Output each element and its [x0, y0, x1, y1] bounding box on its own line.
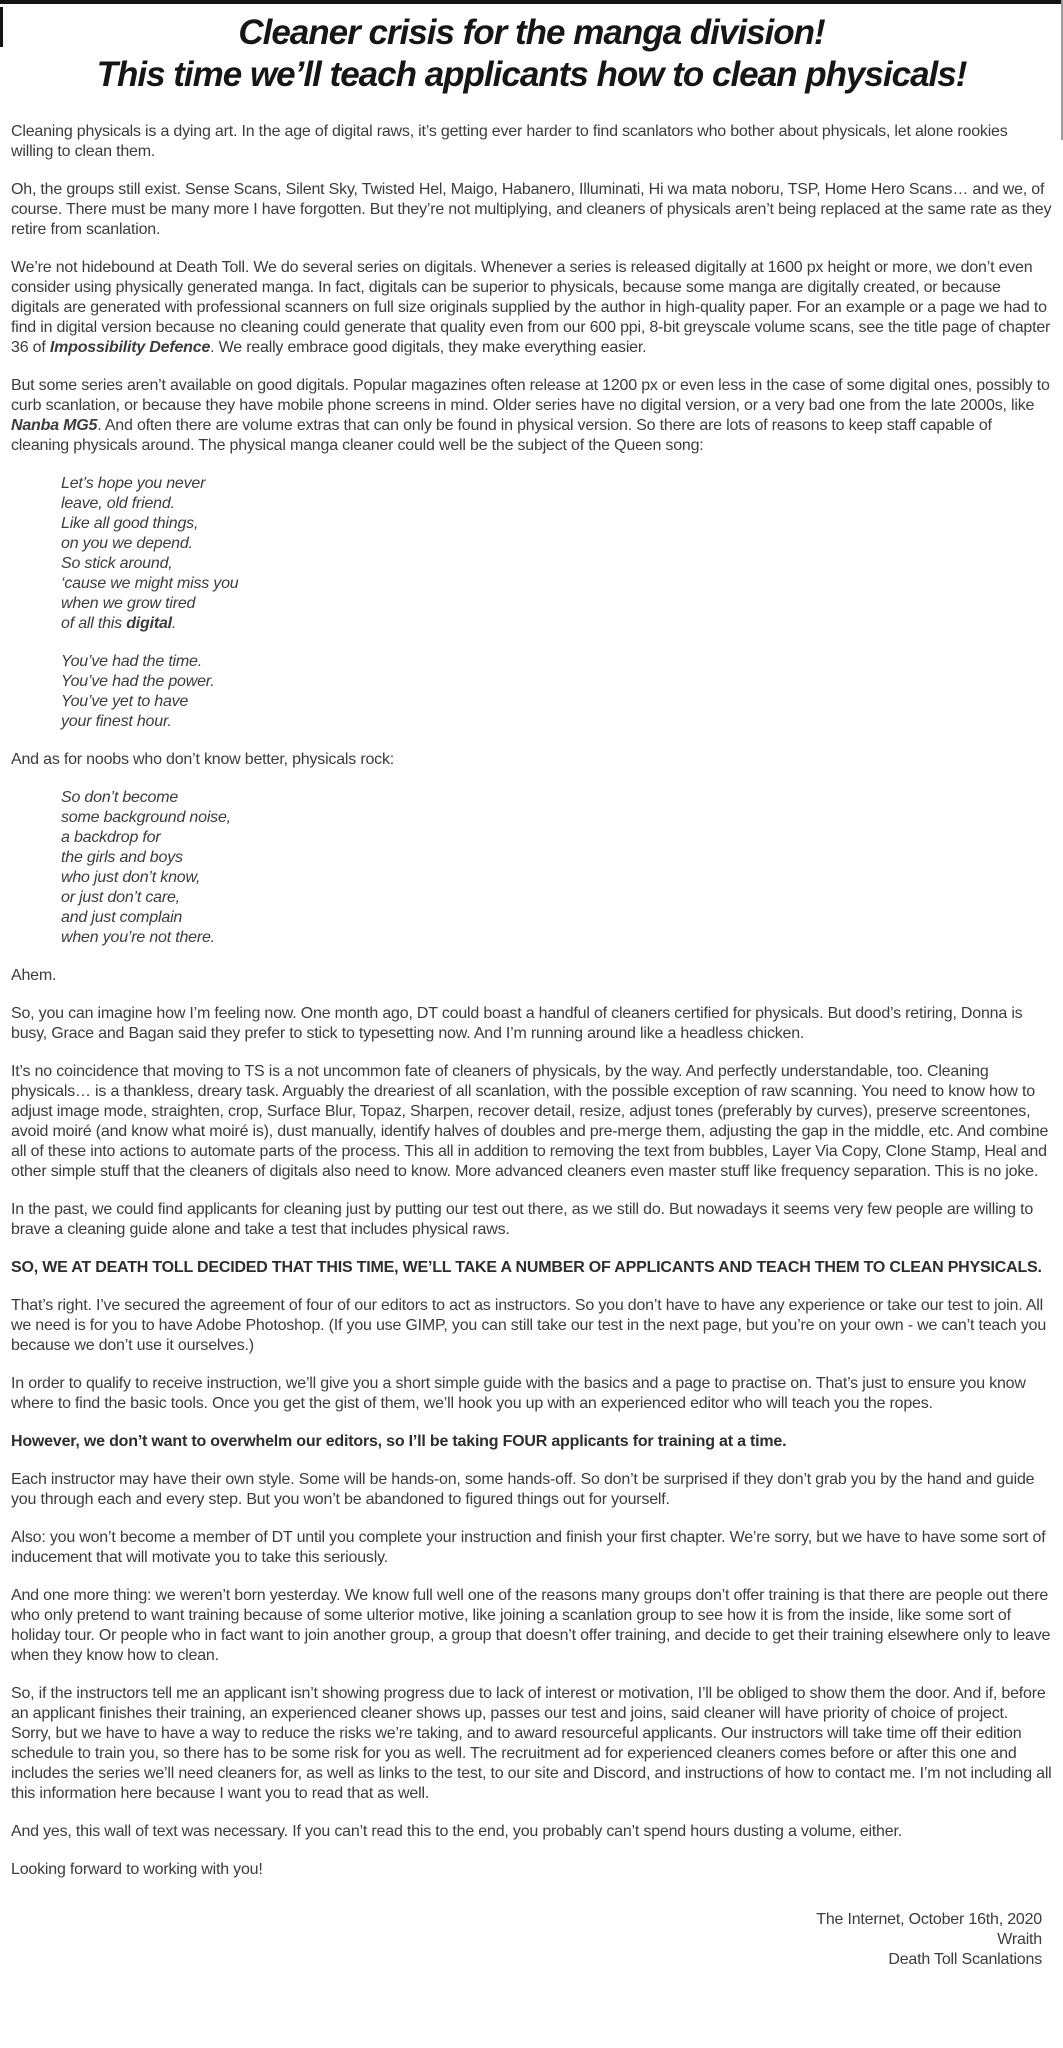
paragraph-coincidence: It’s no coincidence that moving to TS is a not uncommon fate of cleaners of physicals, by the way. And perfectly understandable, too. Cleaning physicals… is a thankless, dreary task. Arguably the dreariest of all scanlation, with the possible exception of raw scanning. You need to know how to adjust image mode, straighten, crop, Surface Blur, Topaz, Sharpen, recover detail, resize, adjust tones (preferably by curves), preserve screentones, avoid moiré (and know what moiré is), dust manually, identify halves of doubles and pre-merge them, adjusting the gap in the middle, etc. And combine all of these into actions to automate parts of the process. This all in addition to removing the text from bubbles, Layer Via Copy, Clone Stamp, Heal and other simple stuff that the cleaners of digitals also need to know. More advanced cleaners even master stuff like frequency separation. This is no joke.: [11, 1063, 1049, 1180]
quote-line: who just don’t know,: [61, 869, 201, 886]
signature-author: Wraith: [997, 1931, 1042, 1948]
paragraph-instructor-style: Each instructor may have their own style. Some will be hands-on, some hands-off. So don’t be surprised if they don’t grab you by the hand and guide you through each and every step. But you won’t be abandoned to figured things out for yourself.: [11, 1471, 1035, 1508]
quote-line: Let’s hope you never: [61, 475, 206, 492]
signature-block: [11, 1910, 1052, 1970]
scan-artifact-left-edge: [0, 7, 3, 47]
document-body: [11, 122, 1052, 1880]
queen-quote-stanza-3: [61, 788, 1052, 948]
paragraph-feeling: So, you can imagine how I’m feeling now. One month ago, DT could boast a handful of cleaners certified for physicals. But dood’s retiring, Donna is busy, Grace and Bagan said they prefer to stick to typesetting now. And I’m running around like a headless chicken.: [11, 1005, 1023, 1042]
paragraph-intro: Cleaning physicals is a dying art. In the age of digital raws, it’s getting ever harder to find scanlators who bother about physicals, let alone rookies willing to clean them.: [11, 123, 1008, 160]
quote-line: You’ve had the power.: [61, 673, 215, 690]
quote-line: when we grow tired: [61, 595, 196, 612]
quote-line: You’ve yet to have: [61, 693, 189, 710]
quote-line: You’ve had the time.: [61, 653, 202, 670]
paragraph-noobs: And as for noobs who don’t know better, physicals rock:: [11, 751, 394, 768]
series-title-nanba-mg5: Nanba MG5: [11, 417, 98, 434]
paragraph-membership: Also: you won’t become a member of DT until you complete your instruction and finish your first chapter. We’re sorry, but we have to have some sort of inducement that will motivate you to take this seriously.: [11, 1529, 1046, 1566]
quote-line: or just don’t care,: [61, 889, 180, 906]
paragraph-no-digitals: [11, 376, 1052, 456]
signature-group: Death Toll Scanlations: [888, 1951, 1042, 1968]
quote-line: Like all good things,: [61, 515, 199, 532]
quote-line: on you we depend.: [61, 535, 193, 552]
paragraph-groups: Oh, the groups still exist. Sense Scans, Silent Sky, Twisted Hel, Maigo, Habanero, Illuminati, Hi wa mata noboru, TSP, Home Hero Scans… and we, of course. There must be many more I have forgotten. But they’re not multiplying, and cleaners of physicals aren’t being replaced at the same rate as they retire from scanlation.: [11, 181, 1052, 238]
paragraph-past-applicants: In the past, we could find applicants for cleaning just by putting our test out there, as we still do. But nowadays it seems very few people are willing to brave a cleaning guide alone and take a test that includes physical raws.: [11, 1201, 1034, 1238]
quote-line: [61, 614, 1052, 634]
quote-line: leave, old friend.: [61, 495, 175, 512]
text-segment: . And often there are volume extras that can only be found in physical version. So there are lots of reasons to keep staff capable of cleaning physicals around. The physical manga cleaner could well be the subject of the Queen song:: [11, 417, 992, 454]
text-segment: But some series aren’t available on good digitals. Popular magazines often release at 1200 px or even less in the case of some digital ones, possibly to curb scanlation, or because they have mobile phone screens in mind. Older series have no digital version, or a very bad one from the late 2000s, like: [11, 377, 1050, 414]
paragraph-hidebound: [11, 258, 1052, 358]
paragraph-wall-of-text: And yes, this wall of text was necessary. If you can’t read this to the end, you probably can’t spend hours dusting a volume, either.: [11, 1823, 902, 1840]
paragraph-qualify: In order to qualify to receive instruction, we’ll give you a short simple guide with the basics and a page to practise on. That’s just to ensure you know where to find the basic tools. Once you get the gist of them, we’ll hook you up with an experienced editor who will teach you the ropes.: [11, 1375, 1026, 1412]
paragraph-ahem: Ahem.: [11, 967, 57, 984]
quote-line: and just complain: [61, 909, 183, 926]
paragraph-one-more-thing: And one more thing: we weren’t born yesterday. We know full well one of the reasons many groups don’t offer training is that there are people out there who only pretend to want training because of some ulterior motive, like joining a scanlation group to see how it is from the inside, like some sort of holiday tour. Or people who in fact want to join another group, a group that doesn’t offer training, and decide to get their training elsewhere only to leave when they know how to clean.: [11, 1587, 1051, 1664]
text-segment: . We really embrace good digitals, they make everything easier.: [210, 339, 647, 356]
paragraph-risks: So, if the instructors tell me an applicant isn’t showing progress due to lack of interest or motivation, I’ll be obliged to show them the door. And if, before an applicant finishes their training, an experienced cleaner shows up, passes our test and joins, said cleaner will have priority of choice of project. Sorry, but we have to have a way to reduce the risks we’re taking, and to award resourceful applicants. Our instructors will take time off their edition schedule to train you, so there has to be some risk for you as well. The recruitment ad for experienced cleaners comes before or after this one and includes the series we’ll need cleaners for, as well as links to the test, to our site and Discord, and instructions of how to contact me. I’m not including all this information here because I want you to read that as well.: [11, 1685, 1052, 1802]
document-title-line-1: Cleaner crisis for the manga division!: [238, 13, 825, 52]
signature-place-date: The Internet, October 16th, 2020: [816, 1911, 1042, 1928]
quote-line: So stick around,: [61, 555, 173, 572]
quote-line: some background noise,: [61, 809, 231, 826]
series-title-impossibility-defence: Impossibility Defence: [49, 339, 211, 356]
paragraph-four-applicants: However, we don’t want to overwhelm our editors, so I’ll be taking FOUR applicants for training at a time.: [11, 1433, 787, 1450]
queen-quote-stanza-1: [61, 474, 1052, 634]
quote-line: So don’t become: [61, 789, 179, 806]
quote-line: when you’re not there.: [61, 929, 215, 946]
paragraph-closing: Looking forward to working with you!: [11, 1861, 263, 1878]
quote-line: a backdrop for: [61, 829, 161, 846]
quote-text: of all this: [61, 615, 127, 632]
quote-line: the girls and boys: [61, 849, 183, 866]
paragraph-decision-announcement: SO, WE AT DEATH TOLL DECIDED THAT THIS TIME, WE’LL TAKE A NUMBER OF APPLICANTS AND TEACH THEM TO CLEAN PHYSICALS.: [11, 1259, 1042, 1276]
scan-artifact-top-edge: [0, 0, 1063, 4]
queen-quote-stanza-2: [61, 652, 1052, 732]
paragraph-thats-right: That’s right. I’ve secured the agreement of four of our editors to act as instructors. So you don’t have to have any experience or take our test to join. All we need is for you to have Adobe Photoshop. (If you use GIMP, you can still take our test in the next page, but you’re on your own - we can’t teach you because we don’t use it ourselves.): [11, 1297, 1047, 1354]
quote-emphasis-digital: digital: [126, 615, 172, 632]
document-title: [11, 0, 1052, 96]
quote-line: your finest hour.: [61, 713, 172, 730]
quote-text: .: [171, 615, 177, 632]
quote-line: ‘cause we might miss you: [61, 575, 239, 592]
text-segment: We’re not hidebound at Death Toll. We do several series on digitals. Whenever a series is released digitally at 1600 px height or more, we don’t even consider using physically generated manga. In fact, digitals can be superior to physicals, because some manga are digitally created, or because digitals are generated with professional scanners on full size originals supplied by the author in high-quality paper. For an example or a page we had to find in digital version because no cleaning could generate that quality even from our 600 ppi, 8-bit greyscale volume scans, see the title page of chapter 36 of: [11, 259, 1051, 356]
document-title-line-2: This time we’ll teach applicants how to clean physicals!: [96, 55, 967, 94]
